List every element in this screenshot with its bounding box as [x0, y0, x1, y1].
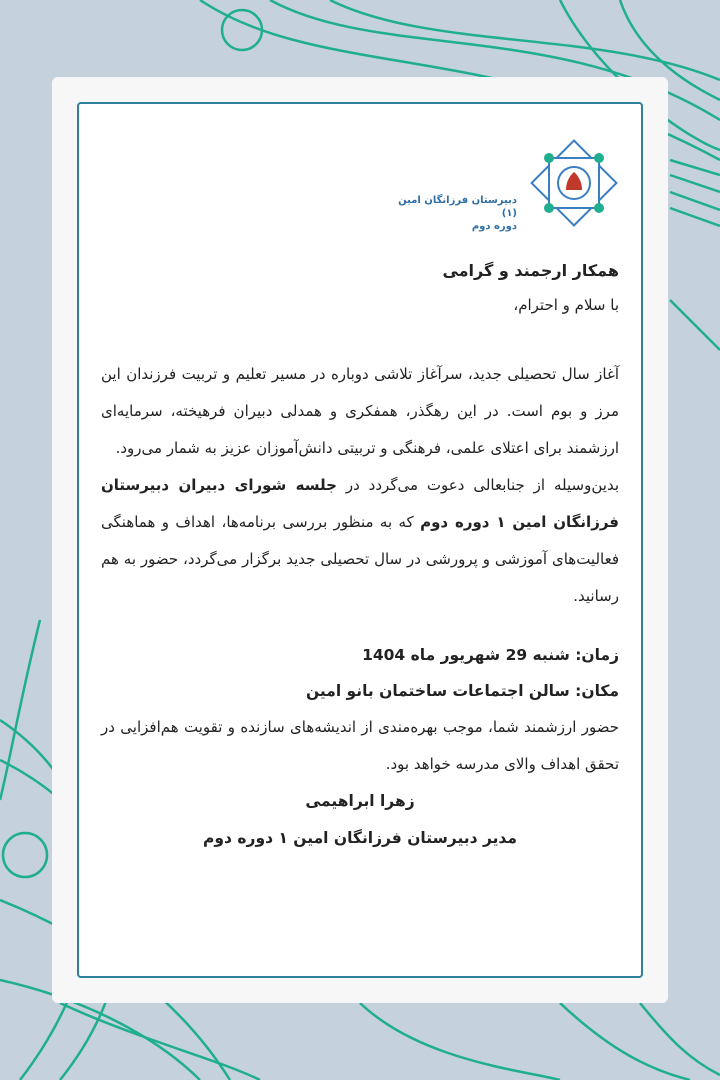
closing-paragraph: حضور ارزشمند شما، موجب بهره‌مندی از اندیشه‌های سازنده و تقویت هم‌افزایی در تحقق اهداف والای مدرسه خواهد بود. [101, 718, 619, 773]
signer-title: مدیر دبیرستان فرزانگان امین ۱ دوره دوم [203, 829, 517, 847]
invite-part2: که به منظور بررسی برنامه‌ها، اهداف و هماهنگی فعالیت‌های آموزشی و پرورشی در سال تحصیلی جدید برگزار می‌گردد، حضور به هم رسانید. [101, 513, 619, 605]
greeting: همکار ارجمند و گرامی [442, 261, 619, 280]
meeting-place: مکان: سالن اجتماعات ساختمان بانو امین [305, 682, 619, 700]
logo-school-name: دبیرستان فرزانگان امین (۱) [398, 195, 517, 219]
school-logo [399, 128, 629, 238]
emblem-icon [519, 128, 629, 238]
invite-paragraph [101, 467, 619, 615]
logo-grade: دوره دوم [471, 221, 517, 232]
intro-paragraph: آغاز سال تحصیلی جدید، سرآغاز تلاشی دوباره در مسیر تعلیم و تربیت فرزندان این مرز و بوم است. در این رهگذر، همفکری و همدلی دبیران فرهیخته، سرمایه‌ای ارزشمند برای اعتلای علمی، فرهنگی و تربیتی دانش‌آموزان عزیز به شمار می‌رود. [101, 365, 619, 457]
invitation-card [52, 77, 668, 1003]
salutation: با سلام و احترام، [513, 296, 619, 314]
invite-part1: بدین‌وسیله از جنابعالی دعوت می‌گردد در [336, 476, 619, 494]
meeting-name: جلسه شورای دبیران دبیرستان فرزانگان امین ۱ دوره دوم [101, 476, 619, 531]
meeting-time: زمان: شنبه 29 شهریور ماه 1404 [362, 646, 619, 664]
signer-name: زهرا ابراهیمی [305, 792, 415, 810]
letter-body [101, 254, 619, 857]
invitation-frame [77, 102, 643, 978]
